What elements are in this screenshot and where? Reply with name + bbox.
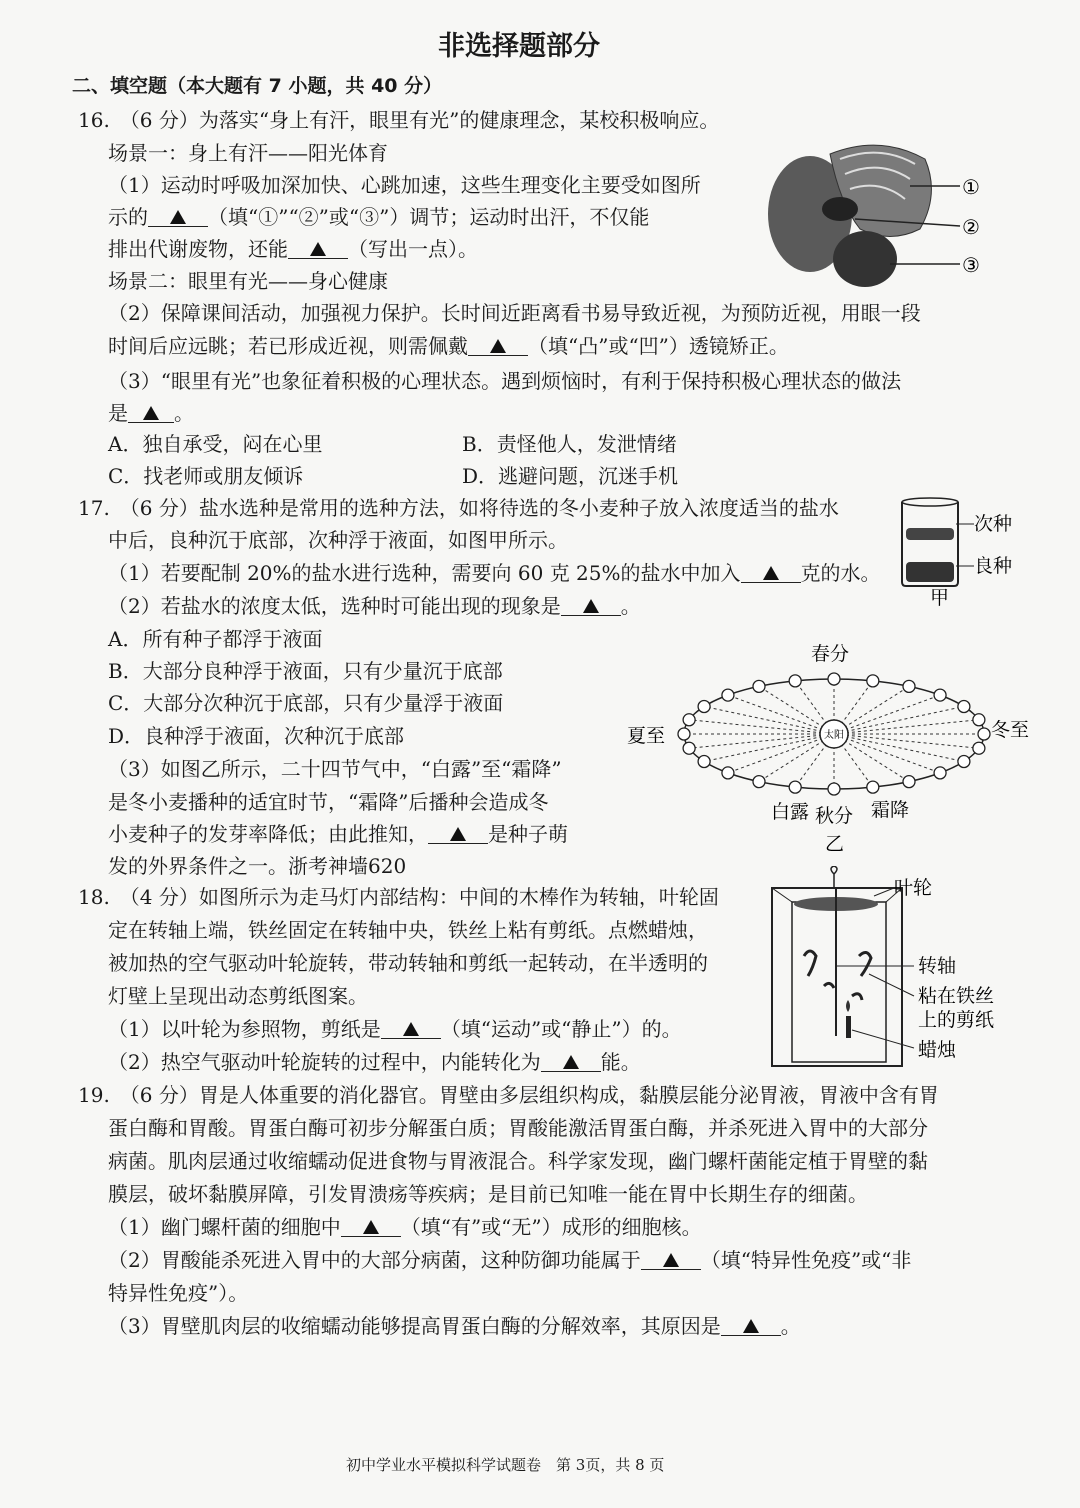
q17-p3-line4: 发的外界条件之一。浙考神墙620 [108,854,407,878]
q16-p2-text-b: （填“凸”或“凹”）透镜矫正。 [528,334,789,358]
orbit-earth-position [683,742,695,754]
q18-line4: 灯壁上呈现出动态剪纸图案。 [108,984,368,1008]
orbit-spoke [689,720,834,734]
q17-p3-text-a: 小麦种子的发芽率降低；由此推知， [108,822,428,846]
orbit-spoke [834,720,979,734]
q18-p2-text-b: 能。 [600,1050,641,1074]
q17-blank-2[interactable] [561,593,621,616]
orbit-earth-position [973,742,985,754]
q17-p1 [108,560,881,586]
q19-line2: 蛋白酶和胃酸。胃蛋白酶可初步分解蛋白质；胃酸能激活胃蛋白酶，并杀死进入胃中的大部分 [108,1116,928,1140]
orbit-earth-position [934,689,946,701]
q16-option-b[interactable]: B．责怪他人，发泄情绪 [462,432,677,456]
q16-scene1: 场景一：身上有汗——阳光体育 [108,141,388,165]
answer-triangle-icon [363,1220,379,1234]
orbit-spoke [704,707,834,735]
q17-p3-line1: （3）如图乙所示，二十四节气中，“白露”至“霜降” [108,757,562,781]
q17-blank-1[interactable] [741,560,801,583]
q17-head2: 中后，良种沉于底部，次种浮于液面，如图甲所示。 [108,528,568,552]
q17-blank-3[interactable] [428,821,488,844]
orbit-earth-position [789,675,801,687]
label-line-impeller [874,888,894,896]
label-summer-solstice: 夏至 [627,725,666,747]
q17-p3-line2: 是冬小麦播种的适宜时节，“霜降”后播种会造成冬 [108,790,549,814]
q17-option-a[interactable]: A．所有种子都浮于液面 [108,627,323,651]
q16-blank-1[interactable] [148,204,208,227]
q17-head: 17. （6 分）盐水选种是常用的选种方法，如将待选的冬小麦种子放入浓度适当的盐水 [78,496,839,520]
answer-triangle-icon [663,1253,679,1267]
orbit-earth-position [722,689,734,701]
q18-head: 18. （4 分）如图所示为走马灯内部结构：中间的木棒作为转轴，叶轮固 [78,885,719,909]
orbit-earth-position [678,728,690,740]
q16-p3-text-a: 是 [108,401,128,425]
answer-triangle-icon [763,566,779,580]
sunken-seeds [906,562,954,582]
orbit-earth-position [958,701,970,713]
q16-p1-text-c: 排出代谢废物，还能 [108,237,288,261]
q18-p2-text-a: （2）热空气驱动叶轮旋转的过程中，内能转化为 [108,1050,541,1074]
label-paper-2: 上的剪纸 [918,1009,995,1031]
label-3: ③ [962,253,980,277]
lantern-inner-frame [792,902,886,1062]
orbit-spoke [834,734,964,762]
brain-figure [760,134,1000,294]
q18-p2 [108,1049,641,1075]
q18-line2: 定在转轴上端，铁丝固定在转轴中央，铁丝上粘有剪纸。点燃蜡烛， [108,918,708,942]
orbit-spoke [834,734,979,748]
q16-p3-line2 [108,400,194,426]
answer-triangle-icon [170,210,186,224]
q19-line3: 病菌。肌肉层通过收缩蠕动促进食物与胃液混合。科学家发现，幽门螺杆菌能定植于胃壁的黏 [108,1149,928,1173]
page-footer: 初中学业水平模拟科学试题卷 第 3页，共 8 页 [346,1456,665,1474]
label-liang-zhong: 良种 [974,555,1013,577]
q17-p2 [108,593,641,619]
answer-triangle-icon [490,339,506,353]
q19-head: 19. （6 分）胃是人体重要的消化器官。胃壁由多层组织构成，黏膜层能分泌胃液，胃液中含有胃 [78,1083,939,1107]
candle [846,1016,851,1038]
label-shaft: 转轴 [918,955,957,977]
label-line-candle [852,1030,914,1048]
q19-line4: 膜层，破坏黏膜屏障，引发胃溃疡等疾病；是目前已知唯一能在胃中长期生存的细菌。 [108,1182,868,1206]
q19-p1-text-a: （1）幽门螺杆菌的细胞中 [108,1215,341,1239]
q16-p2-line2 [108,333,789,359]
q18-blank-1[interactable] [381,1016,441,1039]
q16-option-a[interactable]: A．独自承受，闷在心里 [108,432,323,456]
orbit-spoke [689,734,834,748]
q19-p2-text-b: （填“特异性免疫”或“非 [700,1248,912,1272]
orbit-earth-position [958,756,970,768]
q17-p3-text-b: 是种子萌 [488,822,568,846]
q18-blank-2[interactable] [541,1049,601,1072]
q16-option-d[interactable]: D．逃避问题，沉迷手机 [462,464,679,488]
beaker-figure [890,494,1030,606]
q17-option-b[interactable]: B．大部分良种浮于液面，只有少量沉于底部 [108,659,503,683]
answer-triangle-icon [143,406,159,420]
orbit-earth-position [789,781,801,793]
q19-p3 [108,1313,801,1339]
hook-icon [831,866,837,888]
answer-triangle-icon [450,827,466,841]
q16-p3-text-b: 。 [174,401,194,425]
orbit-earth-position [698,701,710,713]
q16-p2-text-a: 时间后应远眺；若已形成近视，则需佩戴 [108,334,468,358]
orbit-earth-position [867,781,879,793]
page-title: 非选择题部分 [438,31,600,62]
label-autumn-equinox: 秋分 [815,805,854,827]
q16-head: 16. （6 分）为落实“身上有汗，眼里有光”的健康理念，某校积极响应。 [78,108,720,132]
q17-p1-text-a: （1）若要配制 20%的盐水进行选种，需要向 60 克 25%的盐水中加入 [108,561,741,585]
q19-blank-3[interactable] [721,1313,781,1336]
brainstem [822,197,858,221]
q18-line3: 被加热的空气驱动叶轮旋转，带动转轴和剪纸一起转动，在半透明的 [108,951,708,975]
q17-p3-line3 [108,821,568,847]
q16-p1-text-b: （填“①”“②”或“③”）调节；运动时出汗，不仅能 [208,205,650,229]
q19-p1-text-b: （填“有”或“无”）成形的细胞核。 [400,1215,702,1239]
orbit-earth-position [903,680,915,692]
q17-p2-text-b: 。 [620,594,641,618]
label-shuangjiang: 霜降 [871,799,910,821]
q16-option-c[interactable]: C．找老师或朋友倾诉 [108,464,304,488]
sun-label: 太阳 [824,730,844,741]
floating-seeds [906,528,954,540]
q16-p2-line1: （2）保障课间活动，加强视力保护。长时间近距离看书易导致近视，为预防近视，用眼一段 [108,301,921,325]
orbit-earth-position [828,783,840,795]
label-line-paper [869,974,914,996]
q16-blank-2[interactable] [288,236,348,259]
label-2: ② [962,215,980,239]
q17-p2-text-a: （2）若盐水的浓度太低，选种时可能出现的现象是 [108,594,561,618]
q16-p1-text-d: （写出一点）。 [348,237,478,261]
q18-p1 [108,1016,682,1042]
q16-p1-text-a: 示的 [108,205,148,229]
orbit-earth-position [973,714,985,726]
lantern-figure [764,866,1044,1072]
answer-triangle-icon [743,1319,759,1333]
orbit-earth-position [867,675,879,687]
q19-p3-text-b: 。 [780,1314,801,1338]
label-impeller: 叶轮 [894,877,933,899]
orbit-spoke [704,734,834,762]
orbit-spoke [834,707,964,735]
orbit-earth-position [934,767,946,779]
label-paper-1: 粘在铁丝 [918,985,995,1007]
orbit-earth-position [753,776,765,788]
q16-p1-line2 [108,204,649,230]
cerebellum [833,231,897,287]
paper-cutouts [804,951,871,1000]
beaker-rim [902,498,958,506]
label-bailu: 白露 [771,801,810,823]
q18-p1-text-a: （1）以叶轮为参照物，剪纸是 [108,1017,381,1041]
q16-p3-line1: （3）“眼里有光”也象征着积极的心理状态。遇到烦恼时，有利于保持积极心理状态的做法 [108,369,902,393]
orbit-earth-position [828,673,840,685]
label-candle: 蜡烛 [918,1039,957,1061]
answer-triangle-icon [583,599,599,613]
flame-icon [846,1000,850,1012]
q16-blank-3[interactable] [468,333,528,356]
caption-yi: 乙 [825,833,845,855]
orbit-earth-position [683,714,695,726]
q19-p2-text-a: （2）胃酸能杀死进入胃中的大部分病菌，这种防御功能属于 [108,1248,641,1272]
label-1: ① [962,175,980,199]
orbit-earth-position [753,680,765,692]
q17-option-d[interactable]: D．良种浮于液面，次种沉于底部 [108,724,405,748]
q17-p1-text-b: 克的水。 [800,561,881,585]
orbit-earth-position [978,728,990,740]
q16-p1-line3 [108,236,478,262]
q19-blank-1[interactable] [341,1214,401,1237]
orbit-earth-position [903,776,915,788]
q19-p2-line2: 特异性免疫”）。 [108,1281,249,1305]
orbit-earth-position [722,767,734,779]
q19-blank-2[interactable] [641,1247,701,1270]
solar-terms-figure [625,636,1045,856]
answer-triangle-icon [563,1055,579,1069]
answer-triangle-icon [310,242,326,256]
q17-option-c[interactable]: C．大部分次种沉于底部，只有少量浮于液面 [108,691,504,715]
frame-edge [772,888,792,902]
label-ci-zhong: 次种 [974,513,1013,535]
q19-p2 [108,1247,911,1273]
orbit-earth-position [698,756,710,768]
label-winter-solstice: 冬至 [991,719,1030,741]
q16-p1-line1: （1）运动时呼吸加深加快、心跳加速，这些生理变化主要受如图所 [108,173,701,197]
q16-blank-4[interactable] [128,400,174,423]
label-spring-equinox: 春分 [810,643,850,665]
q19-p1 [108,1214,702,1240]
caption-jia: 甲 [930,587,950,606]
answer-triangle-icon [403,1022,419,1036]
q18-p1-text-b: （填“运动”或“静止”）的。 [440,1017,682,1041]
q16-scene2: 场景二：眼里有光——身心健康 [108,269,388,293]
q19-p3-text-a: （3）胃壁肌肉层的收缩蠕动能够提高胃蛋白酶的分解效率，其原因是 [108,1314,721,1338]
section-heading: 二、填空题（本大题有 7 小题，共 40 分） [72,75,443,97]
